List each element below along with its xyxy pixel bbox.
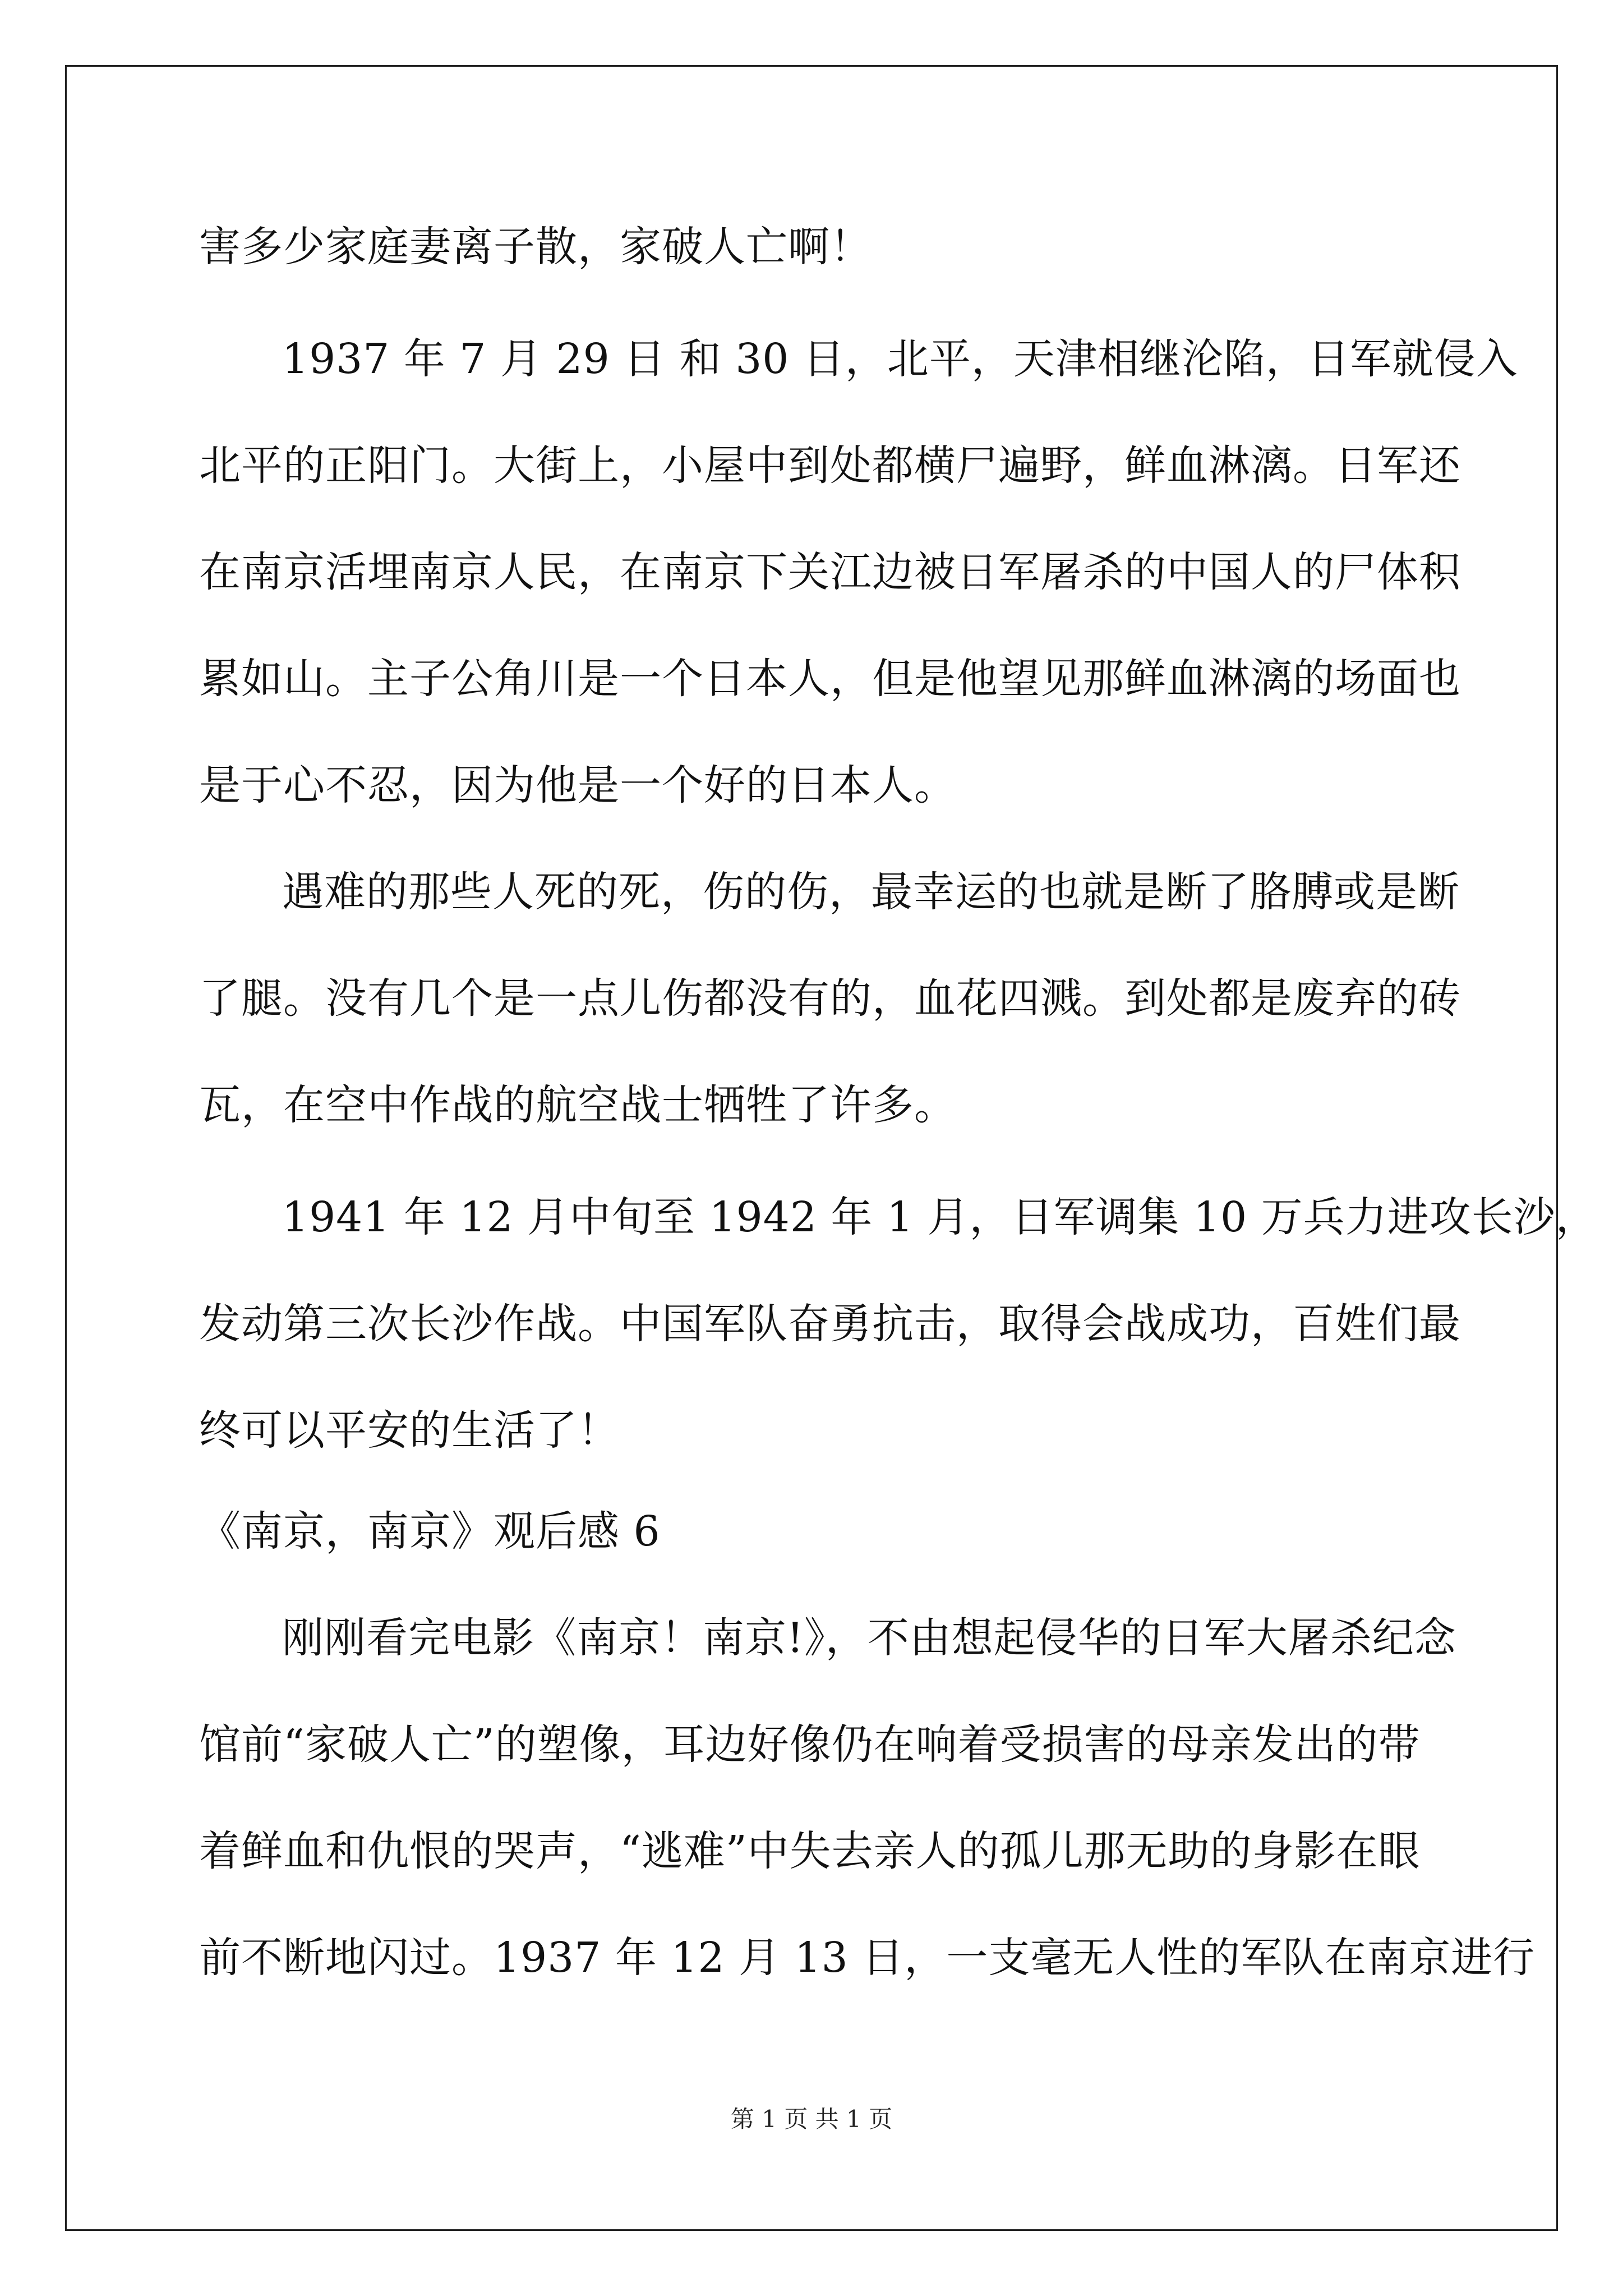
paragraph-first-line: 刚刚看完电影《南京！南京!》，不由想起侵华的日军大屠杀纪念 [282,1614,1456,1662]
text-line: 累如山。主子公角川是一个日本人，但是他望见那鲜血淋漓的场面也 [199,655,1461,703]
text-line: 终可以平安的生活了！ [199,1406,620,1455]
page-border [65,65,1558,2231]
text-line: 了腿。没有几个是一点儿伤都没有的，血花四溅。到处都是废弃的砖 [199,974,1461,1023]
page-footer: 第 1 页 共 1 页 [730,2105,893,2133]
text-line: 着鲜血和仇恨的哭声，“逃难”中失去亲人的孤儿那无助的身影在眼 [199,1827,1421,1875]
text-line: 是于心不忍，因为他是一个好的日本人。 [199,761,956,809]
text-line: 发动第三次长沙作战。中国军队奋勇抗击，取得会战成功，百姓们最 [199,1300,1461,1348]
text-line: 前不断地闪过。1937 年 12 月 13 日，一支毫无人性的军队在南京进行 [199,1934,1536,1982]
text-line: 馆前“家破人亡”的塑像，耳边好像仍在响着受损害的母亲发出的带 [199,1720,1421,1769]
paragraph-first-line: 遇难的那些人死的死，伤的伤，最幸运的也就是断了胳膊或是断 [282,868,1460,916]
paragraph-first-line: 1941 年 12 月中旬至 1942 年 1 月，日军调集 10 万兵力进攻长沙， [282,1193,1598,1241]
section-heading: 《南京，南京》观后感 6 [199,1507,661,1556]
text-line: 在南京活埋南京人民，在南京下关江边被日军屠杀的中国人的尸体积 [199,548,1461,596]
text-line: 北平的正阳门。大街上，小屋中到处都横尸遍野，鲜血淋漓。日军还 [199,441,1461,490]
paragraph-first-line: 1937 年 7 月 29 日 和 30 日，北平，天津相继沦陷，日军就侵入 [282,335,1518,383]
text-line: 害多少家庭妻离子散，家破人亡啊！ [199,223,872,271]
text-line: 瓦，在空中作战的航空战士牺牲了许多。 [199,1081,956,1129]
